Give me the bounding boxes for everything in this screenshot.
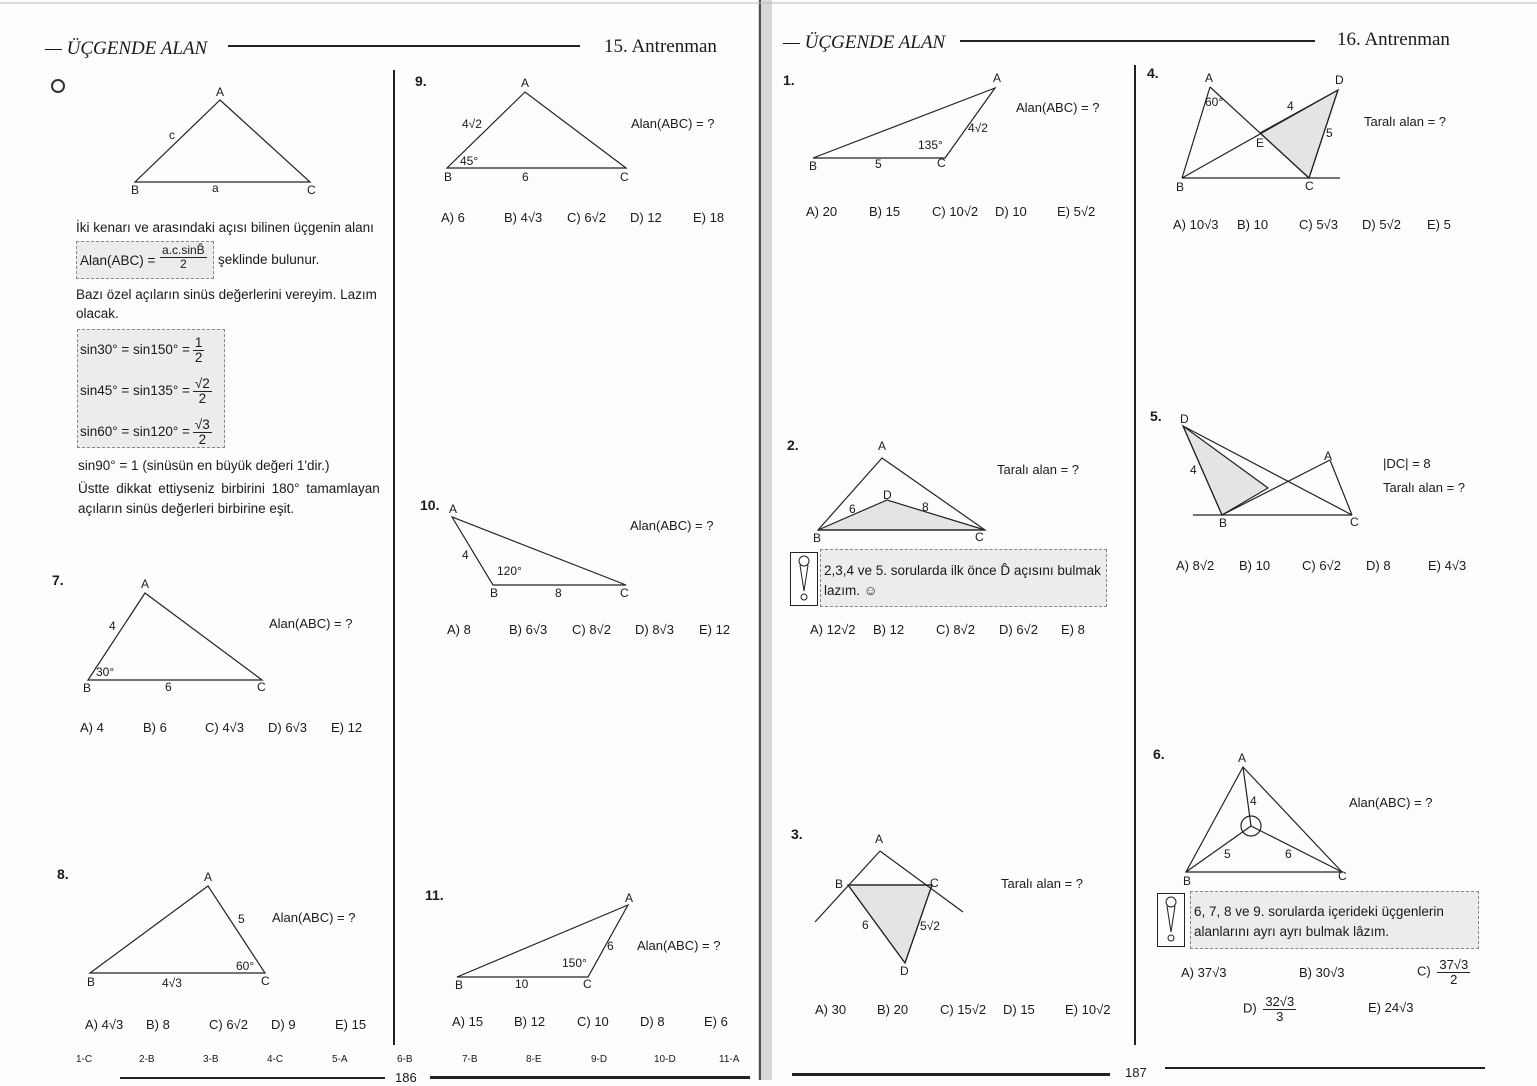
given-value: |DC| = 8 [1383, 456, 1431, 471]
choice[interactable]: D) 9 [271, 1017, 296, 1032]
problem-number: 2. [787, 437, 799, 453]
side-label: 4√2 [462, 117, 482, 131]
choice[interactable]: E) 12 [331, 720, 363, 735]
choice[interactable]: C) 15√2 [940, 1002, 987, 1017]
choice-label: C) [1417, 963, 1431, 979]
denominator: 2 [198, 432, 207, 448]
choice-label: D) [1243, 1000, 1257, 1016]
choice[interactable]: A) 12√2 [810, 622, 856, 637]
footer-rule [792, 1073, 1110, 1076]
choice[interactable]: E) 8 [1061, 622, 1085, 637]
side-label: 4 [1250, 794, 1257, 808]
vertex-label: E [1256, 136, 1265, 150]
header-rule [960, 40, 1315, 42]
r3-figure [815, 851, 963, 963]
vertex-label: B [835, 877, 844, 891]
vertex-label: B [490, 586, 499, 600]
choice[interactable]: B) 8 [146, 1017, 170, 1032]
denominator: 2 [198, 391, 207, 407]
intro-text: açıların sinüs değerleri birbirine eşit. [78, 501, 295, 516]
sine-table [77, 329, 225, 448]
problem-number: 1. [783, 72, 795, 88]
choice[interactable]: D) 8 [1366, 558, 1391, 573]
side-label: c [169, 128, 175, 142]
choice[interactable]: D) 12 [630, 210, 662, 225]
side-label: 6 [862, 918, 869, 932]
hint-box [820, 549, 1107, 607]
problem-prompt: Taralı alan = ? [1364, 114, 1447, 129]
vertex-label: A [204, 870, 213, 884]
vertex-label: C [620, 170, 629, 184]
angle-label: 30° [96, 665, 115, 679]
left-header-title: — ÜÇGENDE ALAN [45, 38, 208, 59]
vertex-label: C [307, 183, 316, 197]
choice[interactable]: D) 6√2 [999, 622, 1038, 637]
vertex-label: A [1238, 751, 1247, 765]
side-label: 5 [875, 157, 882, 171]
numerator: 37√3 [1439, 957, 1469, 972]
vertex-label: D [1335, 73, 1344, 87]
intro-text: sin90° = 1 (sinüsün en büyük değeri 1'dir.) [78, 458, 330, 473]
choice[interactable] [1417, 958, 1470, 986]
vertex-label: D [883, 488, 892, 502]
vertex-label: A [993, 71, 1002, 85]
problem-number: 9. [415, 73, 427, 89]
side-label: 6 [849, 502, 856, 516]
formula-denominator: 2 [180, 256, 187, 271]
column-divider [1134, 65, 1136, 1045]
choice[interactable]: C) 8√2 [572, 622, 611, 637]
vertex-label: B [1176, 180, 1185, 194]
problem-number: 7. [52, 572, 64, 588]
r5-figure [1183, 426, 1352, 515]
denominator: 2 [1450, 971, 1458, 987]
answer-key-item: 2-B [139, 1054, 155, 1065]
vertex-label: B [1183, 874, 1192, 888]
side-label: 6 [522, 170, 529, 184]
r2-figure [818, 458, 985, 530]
choice[interactable]: A) 8 [447, 622, 471, 637]
vertex-label: A [878, 439, 887, 453]
footer-rule [120, 1077, 385, 1079]
choice[interactable]: C) 5√3 [1299, 217, 1338, 232]
vertex-label: C [1350, 515, 1359, 529]
denominator: 2 [194, 350, 203, 366]
left-header-section: 15. Antrenman [604, 36, 717, 57]
problem-number: 6. [1153, 746, 1165, 762]
choice[interactable]: D) 5√2 [1362, 217, 1401, 232]
vertex-label: C [1338, 869, 1347, 883]
angle-label: 45° [460, 154, 479, 168]
footer-rule [1165, 1067, 1485, 1069]
answer-key-item: 5-A [332, 1054, 348, 1065]
angle-label: 60° [236, 959, 255, 973]
vertex-label: A [141, 577, 150, 591]
formula-box [76, 241, 214, 279]
choice[interactable]: E) 24√3 [1368, 1000, 1414, 1015]
choice[interactable]: E) 12 [699, 622, 731, 637]
choice[interactable]: A) 4 [80, 720, 104, 735]
vertex-label: C [937, 156, 946, 170]
right-header-section: 16. Antrenman [1337, 29, 1450, 50]
intro-triangle [135, 100, 310, 182]
numerator: √3 [194, 417, 210, 432]
choice[interactable]: B) 12 [873, 622, 905, 637]
vertex-label: D [900, 964, 909, 978]
side-label: a [212, 181, 219, 195]
vertex-label: A [1205, 71, 1214, 85]
intro-text: Bazı özel açıların sinüs değerlerini vereyim. Lazım [76, 287, 377, 302]
problem-prompt: Alan(ABC) = ? [272, 910, 356, 925]
answer-key-item: 1-C [76, 1054, 93, 1065]
problem-prompt: Alan(ABC) = ? [631, 116, 715, 131]
vertex-label: C [583, 977, 592, 991]
angle-label: 60° [1205, 95, 1224, 109]
choice[interactable]: C) 10√2 [932, 204, 979, 219]
choice[interactable]: B) 10 [1237, 217, 1269, 232]
side-label: 4 [1287, 99, 1294, 113]
side-label: 4√2 [968, 121, 988, 135]
problem-prompt: Alan(ABC) = ? [269, 616, 353, 631]
bullet-icon [52, 80, 64, 92]
vertex-label: B [131, 183, 140, 197]
choice[interactable]: B) 6√3 [509, 622, 548, 637]
answer-key-item: 8-E [526, 1054, 542, 1065]
side-label: 5 [1326, 126, 1333, 140]
page-number: 187 [1125, 1065, 1147, 1080]
problem-prompt: Alan(ABC) = ? [630, 518, 714, 533]
choice[interactable]: B) 10 [1239, 558, 1271, 573]
vertex-label: B [809, 159, 818, 173]
vertex-label: C [1305, 179, 1314, 193]
problem-prompt: Alan(ABC) = ? [1349, 795, 1433, 810]
side-label: 4 [109, 619, 116, 633]
answer-key-item: 4-C [267, 1054, 284, 1065]
intro-text: şeklinde bulunur. [218, 252, 320, 267]
choice[interactable]: E) 18 [693, 210, 725, 225]
choice[interactable]: D) 8 [640, 1014, 665, 1029]
exclamation-icon [790, 552, 818, 606]
answer-key-item: 7-B [462, 1054, 478, 1065]
vertex-label: A [875, 832, 884, 846]
answer-key-item: 3-B [203, 1054, 219, 1065]
angle-label: 150° [562, 956, 587, 970]
vertex-label: C [620, 586, 629, 600]
problem-number: 8. [57, 866, 69, 882]
p10-triangle [452, 517, 626, 585]
side-label: 8 [922, 500, 929, 514]
choice[interactable]: A) 4√3 [85, 1017, 124, 1032]
vertex-label: A [1324, 449, 1333, 463]
vertex-label: B [444, 170, 453, 184]
vertex-label: C [930, 876, 939, 890]
choice[interactable]: A) 20 [806, 204, 838, 219]
choice[interactable]: B) 4√3 [504, 210, 543, 225]
choice[interactable]: E) 4√3 [1428, 558, 1467, 573]
vertex-label: A [449, 502, 458, 516]
problem-number: 5. [1150, 408, 1162, 424]
choice[interactable]: D) 6√3 [268, 720, 307, 735]
side-label: 4 [1190, 463, 1197, 477]
vertex-label: C [261, 974, 270, 988]
hint-box [1190, 891, 1479, 949]
vertex-label: D [1180, 412, 1189, 426]
problem-prompt: Alan(ABC) = ? [1016, 100, 1100, 115]
choice[interactable]: C) 4√3 [205, 720, 244, 735]
vertex-label: B [83, 681, 92, 695]
numerator: √2 [194, 376, 210, 391]
choice[interactable]: B) 15 [869, 204, 901, 219]
answer-key-item: 11-A [719, 1054, 740, 1065]
vertex-label: C [975, 530, 984, 544]
choice[interactable]: C) 8√2 [936, 622, 975, 637]
choice[interactable]: A) 8√2 [1176, 558, 1215, 573]
problem-number: 3. [791, 826, 803, 842]
formula-numerator: a.c.sinB̂ [162, 243, 205, 257]
problem-prompt: Taralı alan = ? [997, 462, 1080, 477]
p11-triangle [457, 905, 628, 977]
numerator: 32√3 [1265, 994, 1295, 1009]
vertex-label: B [1219, 516, 1228, 530]
r6-figure [1186, 767, 1342, 872]
choice[interactable]: B) 6 [143, 720, 167, 735]
header-rule [228, 45, 580, 47]
hint-text: 6, 7, 8 ve 9. sorularda içerideki üçgenlerin alanlarını ayrı ayrı bulmak lâzım. [1194, 904, 1444, 939]
choice[interactable]: C) 6√2 [567, 210, 606, 225]
choice[interactable]: D) 10 [995, 204, 1027, 219]
choice[interactable]: C) 10 [577, 1014, 609, 1029]
footer-rule [430, 1076, 750, 1079]
numerator: 1 [194, 335, 203, 350]
choice[interactable]: A) 6 [441, 210, 465, 225]
vertex-label: B [87, 975, 96, 989]
side-label: 5√2 [920, 919, 940, 933]
problem-prompt: Taralı alan = ? [1383, 480, 1466, 495]
choice[interactable]: E) 10√2 [1065, 1002, 1111, 1017]
sine-row: sin45° = sin135° = [80, 383, 190, 399]
vertex-label: A [216, 85, 225, 99]
denominator: 3 [1276, 1008, 1284, 1024]
sine-row: sin30° = sin150° = [80, 342, 190, 358]
choice[interactable]: B) 20 [877, 1002, 909, 1017]
problem-prompt: Taralı alan = ? [1001, 876, 1084, 891]
problem-number: 4. [1147, 65, 1159, 81]
vertex-label: B [813, 531, 822, 545]
problem-prompt: Alan(ABC) = ? [637, 938, 721, 953]
angle-label: 135° [918, 138, 943, 152]
side-label: 8 [555, 586, 562, 600]
choice[interactable]: D) 8√3 [635, 622, 674, 637]
sine-row: sin60° = sin120° = [80, 424, 190, 440]
answer-key-item: 10-D [654, 1054, 676, 1065]
formula-lhs: Alan(ABC) = [80, 253, 156, 268]
choice[interactable]: A) 10√3 [1173, 217, 1219, 232]
choice[interactable]: A) 37√3 [1181, 965, 1227, 980]
page-number: 186 [395, 1070, 417, 1085]
side-label: 4√3 [162, 976, 182, 990]
side-label: 6 [1285, 847, 1292, 861]
choice[interactable]: A) 15 [452, 1014, 484, 1029]
choice[interactable]: C) 6√2 [209, 1017, 248, 1032]
side-label: 10 [515, 977, 529, 991]
side-label: 5 [238, 912, 245, 926]
side-label: 6 [607, 939, 614, 953]
right-header-title: — ÜÇGENDE ALAN [783, 32, 946, 53]
choice[interactable]: E) 6 [704, 1014, 728, 1029]
answer-key-item: 6-B [397, 1054, 413, 1065]
intro-text: Üstte dikkat ettiyseniz birbirini 180° tamamlayan [78, 481, 380, 496]
answer-key-item: 9-D [591, 1054, 608, 1065]
choice[interactable]: C) 6√2 [1302, 558, 1341, 573]
exclamation-icon [1157, 893, 1185, 947]
intro-text: olacak. [76, 306, 119, 321]
side-label: 6 [165, 680, 172, 694]
vertex-label: C [257, 680, 266, 694]
choice[interactable]: E) 5 [1427, 217, 1451, 232]
hint-text: 2,3,4 ve 5. sorularda ilk önce D̂ açısını bulmak lazım. ☺ [824, 563, 1101, 598]
side-label: 4 [462, 548, 469, 562]
choice[interactable] [1243, 995, 1296, 1023]
problem-number: 10. [420, 497, 440, 513]
choice[interactable]: B) 30√3 [1299, 965, 1345, 980]
problem-number: 11. [425, 887, 444, 903]
choice[interactable]: D) 15 [1003, 1002, 1035, 1017]
angle-label: 120° [497, 564, 522, 578]
choice[interactable]: B) 12 [514, 1014, 546, 1029]
choice[interactable]: E) 5√2 [1057, 204, 1096, 219]
column-divider [393, 70, 395, 1045]
vertex-label: A [521, 76, 530, 90]
choice[interactable]: E) 15 [335, 1017, 367, 1032]
vertex-label: B [455, 978, 464, 992]
intro-text: İki kenarı ve arasındaki açısı bilinen üçgenin alanı [76, 220, 374, 235]
choice[interactable]: A) 30 [815, 1002, 847, 1017]
side-label: 5 [1224, 847, 1231, 861]
vertex-label: A [625, 891, 634, 905]
